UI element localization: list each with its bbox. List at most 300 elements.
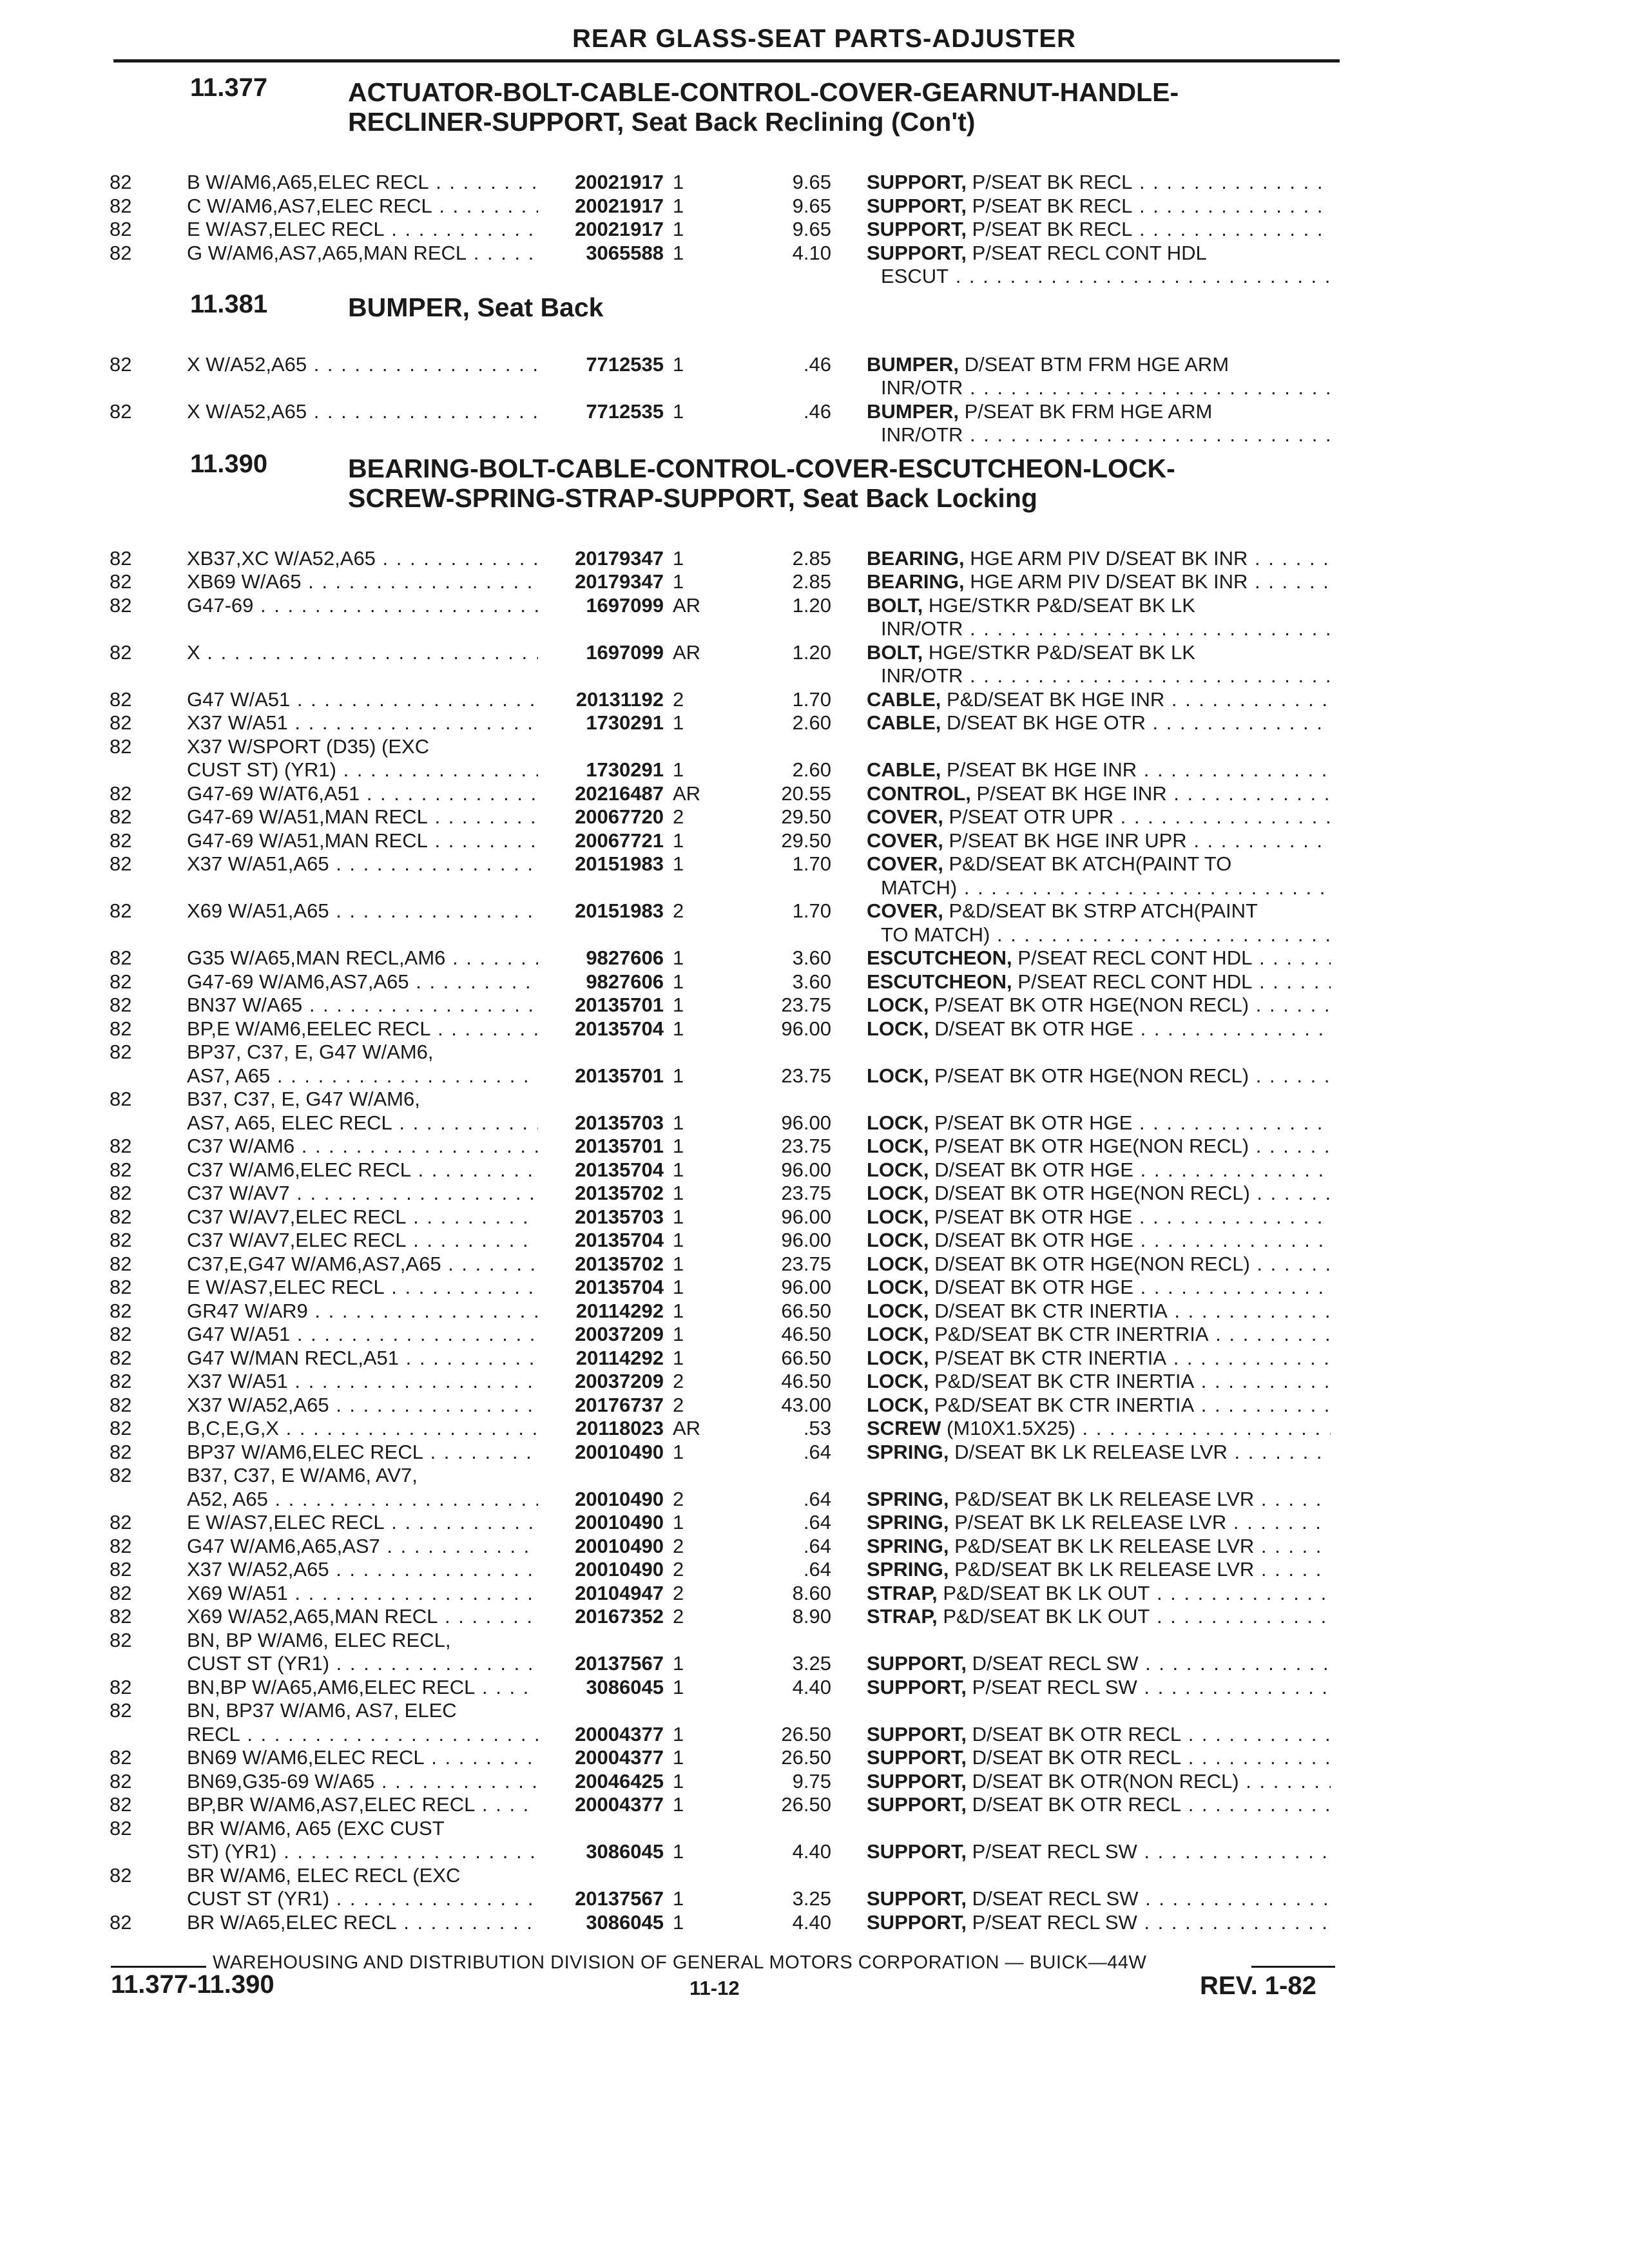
group-number: 82 bbox=[110, 1793, 132, 1816]
part-name-line bbox=[867, 547, 1331, 571]
group-number: 82 bbox=[110, 1440, 132, 1463]
section-title: RECLINER-SUPPORT, Seat Back Reclining (Con't) bbox=[348, 107, 976, 137]
list-price: .64 bbox=[803, 1534, 831, 1557]
part-name-keyword: SUPPORT, bbox=[867, 1722, 967, 1745]
part-name-keyword: SUPPORT, bbox=[867, 218, 967, 240]
list-price: 23.75 bbox=[781, 1135, 831, 1157]
part-row bbox=[0, 242, 1629, 289]
part-name-keyword: CABLE, bbox=[867, 711, 941, 734]
part-number: 9827606 bbox=[586, 970, 664, 993]
group-number: 82 bbox=[110, 1769, 132, 1792]
model-description bbox=[187, 970, 538, 994]
group-number: 82 bbox=[110, 546, 132, 570]
model-description bbox=[187, 242, 538, 265]
model-description-line: X37 W/A51,A65 . . . bbox=[187, 852, 538, 876]
group-number: 82 bbox=[110, 735, 132, 758]
part-name-line bbox=[867, 1911, 1331, 1935]
page-title: REAR GLASS-SEAT PARTS-ADJUSTER bbox=[572, 24, 1076, 53]
group-number: 82 bbox=[110, 1346, 132, 1369]
quantity: 1 bbox=[673, 829, 684, 852]
part-name-line: ESCUT . . . bbox=[867, 265, 1331, 289]
part-name-keyword: LOCK, bbox=[867, 1276, 929, 1298]
part-row bbox=[0, 1676, 1629, 1700]
quantity: 1 bbox=[673, 1910, 684, 1934]
part-name-keyword: SPRING, bbox=[867, 1511, 949, 1533]
part-name bbox=[867, 242, 1331, 289]
part-number: 1730291 bbox=[586, 758, 664, 781]
part-row bbox=[0, 735, 1629, 782]
part-name-detail: P/SEAT BK HGE INR bbox=[976, 782, 1167, 805]
quantity: 2 bbox=[673, 805, 684, 828]
model-description-line: BN69,G35-69 W/A65 . . . bbox=[187, 1770, 538, 1794]
part-name-keyword: LOCK, bbox=[867, 1299, 929, 1322]
part-number: 20010490 bbox=[575, 1511, 664, 1533]
model-description bbox=[187, 1605, 538, 1629]
quantity: 1 bbox=[673, 194, 684, 217]
part-name-detail: P/SEAT BK OTR HGE(NON RECL) bbox=[934, 1135, 1249, 1157]
model-description bbox=[187, 1323, 538, 1347]
list-price: 66.50 bbox=[781, 1299, 831, 1322]
list-price: 4.40 bbox=[792, 1675, 831, 1698]
group-number: 82 bbox=[110, 1464, 132, 1486]
part-name-keyword: BOLT, bbox=[867, 593, 923, 617]
group-number: 82 bbox=[110, 1088, 132, 1110]
group-number: 82 bbox=[110, 947, 132, 969]
part-row bbox=[0, 782, 1629, 806]
list-price: 1.20 bbox=[792, 640, 831, 664]
part-name-keyword: SUPPORT, bbox=[867, 1840, 967, 1863]
model-description-line: E W/AS7,ELEC RECL . . . bbox=[187, 1511, 538, 1535]
model-description bbox=[187, 852, 538, 876]
part-name-line bbox=[867, 829, 1331, 853]
model-description-line: BN, BP W/AM6, ELEC RECL, bbox=[187, 1628, 451, 1651]
part-number: 20046425 bbox=[575, 1769, 664, 1792]
group-number: 82 bbox=[110, 640, 132, 664]
part-name-line bbox=[867, 1840, 1331, 1864]
model-description bbox=[187, 195, 538, 218]
model-description-line: X37 W/A51 . . . bbox=[187, 1370, 538, 1394]
quantity: 1 bbox=[673, 1135, 684, 1157]
part-name-line: INR/OTR . . . bbox=[867, 376, 1331, 400]
model-description-line: ST) (YR1) . . . bbox=[187, 1840, 538, 1864]
part-name-line bbox=[867, 1746, 1331, 1770]
model-description-line: G47-69 W/AM6,AS7,A65 . . . bbox=[187, 970, 538, 994]
model-description-line: G47-69 W/A51,MAN RECL . . . bbox=[187, 829, 538, 853]
quantity: 2 bbox=[673, 1605, 684, 1628]
part-row bbox=[0, 1441, 1629, 1465]
quantity: AR bbox=[673, 1417, 701, 1439]
part-number: 20137567 bbox=[575, 1652, 664, 1675]
group-number: 82 bbox=[110, 1393, 132, 1416]
quantity: 1 bbox=[673, 1017, 684, 1040]
part-number: 7712535 bbox=[586, 352, 664, 376]
part-name-detail: P&D/SEAT BK ATCH(PAINT TO bbox=[949, 852, 1232, 875]
model-description bbox=[187, 1676, 538, 1700]
part-name-line: TO MATCH) . . . bbox=[867, 923, 1331, 947]
model-description bbox=[187, 1746, 538, 1770]
model-description bbox=[187, 899, 538, 923]
model-description bbox=[187, 1699, 538, 1746]
model-description-line: C37 W/AV7 . . . bbox=[187, 1182, 538, 1206]
part-name-line bbox=[867, 1652, 1331, 1676]
part-row bbox=[0, 570, 1629, 594]
quantity: 1 bbox=[673, 1440, 684, 1463]
part-number: 20118023 bbox=[575, 1417, 664, 1439]
section-header bbox=[0, 289, 1629, 353]
part-name bbox=[867, 899, 1331, 947]
model-description-line: G47-69 W/A51,MAN RECL . . . bbox=[187, 805, 538, 829]
part-name-detail: P/SEAT BK LK RELEASE LVR bbox=[954, 1511, 1227, 1533]
quantity: 1 bbox=[673, 1769, 684, 1792]
part-row bbox=[0, 829, 1629, 853]
part-name bbox=[867, 1182, 1331, 1206]
model-description-line: BN37 W/A65 . . . bbox=[187, 994, 538, 1017]
part-name-keyword: CABLE, bbox=[867, 758, 941, 781]
list-price: .46 bbox=[803, 352, 831, 376]
model-description bbox=[187, 1300, 538, 1323]
quantity: 1 bbox=[673, 352, 684, 376]
part-name-line bbox=[867, 1558, 1331, 1582]
part-name-detail: P/SEAT BK OTR HGE bbox=[934, 1111, 1133, 1134]
list-price: 1.20 bbox=[792, 593, 831, 617]
part-name-line bbox=[867, 1206, 1331, 1229]
part-number: 20114292 bbox=[575, 1346, 664, 1369]
part-name bbox=[867, 195, 1331, 218]
part-number: 1697099 bbox=[586, 593, 664, 617]
part-name-detail: D/SEAT BK OTR RECL bbox=[972, 1746, 1182, 1769]
quantity: 1 bbox=[673, 1252, 684, 1275]
part-name bbox=[867, 1064, 1331, 1088]
part-name-line bbox=[867, 1488, 1331, 1512]
model-description-line: C37 W/AV7,ELEC RECL . . . bbox=[187, 1206, 538, 1229]
list-price: 8.90 bbox=[792, 1605, 831, 1628]
part-number: 20021917 bbox=[575, 194, 664, 217]
part-name-keyword: STRAP, bbox=[867, 1581, 938, 1604]
list-price: 66.50 bbox=[781, 1346, 831, 1369]
model-description-line: X37 W/A52,A65 . . . bbox=[187, 1394, 538, 1418]
part-row bbox=[0, 400, 1629, 447]
part-number: 20067720 bbox=[575, 805, 664, 828]
part-name-detail: P/SEAT OTR UPR bbox=[949, 805, 1113, 828]
part-row bbox=[0, 1158, 1629, 1182]
part-number: 3086045 bbox=[586, 1910, 664, 1934]
sections-container bbox=[0, 71, 1629, 1934]
part-number: 20010490 bbox=[575, 1440, 664, 1463]
quantity: 2 bbox=[673, 1487, 684, 1510]
part-name-keyword: BEARING, bbox=[867, 570, 965, 593]
group-number: 82 bbox=[110, 1699, 132, 1722]
model-description bbox=[187, 1158, 538, 1182]
quantity: 1 bbox=[673, 399, 684, 423]
part-row bbox=[0, 1229, 1629, 1253]
part-name bbox=[867, 1253, 1331, 1276]
group-number: 82 bbox=[110, 352, 132, 376]
part-name-keyword: LOCK, bbox=[867, 1252, 929, 1275]
quantity: AR bbox=[673, 640, 701, 664]
quantity: 1 bbox=[673, 1675, 684, 1698]
list-price: 96.00 bbox=[781, 1111, 831, 1134]
model-description-line: G35 W/A65,MAN RECL,AM6 . . . bbox=[187, 947, 538, 970]
part-number: 7712535 bbox=[586, 399, 664, 423]
model-description bbox=[187, 1276, 538, 1300]
section-title: SCREW-SPRING-STRAP-SUPPORT, Seat Back Locking bbox=[348, 483, 1037, 513]
part-name-line: INR/OTR . . . bbox=[867, 664, 1331, 688]
part-name bbox=[867, 1605, 1331, 1629]
part-name-keyword: SCREW bbox=[867, 1417, 941, 1439]
model-description bbox=[187, 782, 538, 806]
quantity: 1 bbox=[673, 1652, 684, 1675]
part-name bbox=[867, 852, 1331, 899]
model-description-line: BP,BR W/AM6,AS7,ELEC RECL . . . bbox=[187, 1793, 538, 1817]
part-name-keyword: SUPPORT, bbox=[867, 171, 967, 193]
part-name-keyword: COVER, bbox=[867, 852, 943, 875]
part-name-line bbox=[867, 1111, 1331, 1135]
part-name-line bbox=[867, 782, 1331, 806]
part-name-keyword: LOCK, bbox=[867, 1229, 929, 1251]
part-name-keyword: BUMPER, bbox=[867, 352, 959, 376]
part-name-line bbox=[867, 1605, 1331, 1629]
model-description-line: BP37 W/AM6,ELEC RECL . . . bbox=[187, 1441, 538, 1465]
list-price: 23.75 bbox=[781, 1182, 831, 1204]
part-name-detail: D/SEAT BK LK RELEASE LVR bbox=[954, 1440, 1228, 1463]
part-row bbox=[0, 1088, 1629, 1135]
model-description bbox=[187, 1582, 538, 1606]
part-row bbox=[0, 547, 1629, 571]
part-row bbox=[0, 1535, 1629, 1559]
part-row bbox=[0, 1370, 1629, 1394]
group-number: 82 bbox=[110, 994, 132, 1016]
part-name bbox=[867, 400, 1331, 447]
list-price: 46.50 bbox=[781, 1323, 831, 1345]
group-number: 82 bbox=[110, 1605, 132, 1628]
part-name-detail: D/SEAT BK OTR HGE(NON RECL) bbox=[934, 1182, 1250, 1204]
group-number: 82 bbox=[110, 1158, 132, 1181]
group-number: 82 bbox=[110, 782, 132, 805]
part-name bbox=[867, 1300, 1331, 1323]
model-description-line: AS7, A65, ELEC RECL . . . bbox=[187, 1111, 538, 1135]
model-description bbox=[187, 1347, 538, 1370]
part-row bbox=[0, 1135, 1629, 1158]
group-number: 82 bbox=[110, 1816, 132, 1840]
list-price: 96.00 bbox=[781, 1276, 831, 1298]
model-description bbox=[187, 1864, 538, 1911]
model-description-line: G47 W/A51 . . . bbox=[187, 1323, 538, 1347]
part-row bbox=[0, 1253, 1629, 1276]
part-number: 3086045 bbox=[586, 1840, 664, 1863]
part-name-detail: P/SEAT BK FRM HGE ARM bbox=[964, 399, 1213, 423]
group-number: 82 bbox=[110, 899, 132, 922]
part-name bbox=[867, 1417, 1331, 1441]
part-row bbox=[0, 1817, 1629, 1864]
part-name-line bbox=[867, 947, 1331, 970]
model-description bbox=[187, 353, 538, 377]
model-description bbox=[187, 1088, 538, 1135]
part-name bbox=[867, 1723, 1331, 1747]
quantity: 2 bbox=[673, 1581, 684, 1604]
part-number: 20135701 bbox=[575, 1064, 664, 1087]
list-price: 1.70 bbox=[792, 852, 831, 875]
part-name-keyword: LOCK, bbox=[867, 1346, 929, 1369]
part-name-keyword: COVER, bbox=[867, 805, 943, 828]
part-name bbox=[867, 1394, 1331, 1418]
model-description bbox=[187, 1441, 538, 1465]
group-number: 82 bbox=[110, 570, 132, 593]
part-name bbox=[867, 1770, 1331, 1794]
part-name-detail: P&D/SEAT BK LK RELEASE LVR bbox=[954, 1558, 1255, 1581]
part-number: 20135702 bbox=[575, 1182, 664, 1204]
part-name-keyword: SUPPORT, bbox=[867, 1887, 967, 1910]
part-name-detail: P/SEAT BK CTR INERTIA bbox=[934, 1346, 1167, 1369]
title-rule bbox=[113, 59, 1340, 62]
part-row bbox=[0, 1041, 1629, 1088]
model-description-line: C37 W/AM6 . . . bbox=[187, 1135, 538, 1158]
part-name-line bbox=[867, 1253, 1331, 1276]
model-description bbox=[187, 641, 538, 665]
part-name-line bbox=[867, 1370, 1331, 1394]
part-number: 20114292 bbox=[575, 1299, 664, 1322]
part-name bbox=[867, 1887, 1331, 1911]
model-description-line: G47-69 W/AT6,A51 . . . bbox=[187, 782, 538, 806]
part-name-keyword: SPRING, bbox=[867, 1534, 949, 1557]
part-name-detail: P&D/SEAT BK CTR INERTIA bbox=[934, 1370, 1195, 1392]
part-row bbox=[0, 218, 1629, 242]
model-description-line: X37 W/SPORT (D35) (EXC bbox=[187, 735, 430, 758]
footer-revision: REV. 1-82 bbox=[1200, 1972, 1316, 2000]
quantity: 2 bbox=[673, 1393, 684, 1416]
part-name bbox=[867, 1229, 1331, 1253]
model-description bbox=[187, 1370, 538, 1394]
part-name-keyword: LOCK, bbox=[867, 1393, 929, 1416]
model-description bbox=[187, 218, 538, 242]
section-title: ACTUATOR-BOLT-CABLE-CONTROL-COVER-GEARNUT-HANDLE- bbox=[348, 77, 1179, 107]
model-description bbox=[187, 947, 538, 970]
part-row bbox=[0, 1746, 1629, 1770]
model-description-line: C37 W/AM6,ELEC RECL . . . bbox=[187, 1158, 538, 1182]
quantity: 1 bbox=[673, 994, 684, 1016]
model-description bbox=[187, 1770, 538, 1794]
footer-section-range: 11.377-11.390 bbox=[111, 1970, 275, 1999]
part-name-line bbox=[867, 805, 1331, 829]
quantity: 1 bbox=[673, 1111, 684, 1134]
list-price: 8.60 bbox=[792, 1581, 831, 1604]
model-description-line: BP,E W/AM6,EELEC RECL . . . bbox=[187, 1017, 538, 1041]
part-name-detail: P&D/SEAT BK LK RELEASE LVR bbox=[954, 1487, 1255, 1510]
list-price: 26.50 bbox=[781, 1793, 831, 1816]
list-price: 96.00 bbox=[781, 1205, 831, 1228]
list-price: 29.50 bbox=[781, 829, 831, 852]
part-name-keyword: LOCK, bbox=[867, 1370, 929, 1392]
list-price: 9.65 bbox=[792, 171, 831, 193]
part-number: 20137567 bbox=[575, 1887, 664, 1910]
list-price: .53 bbox=[803, 1417, 831, 1439]
part-name-keyword: SPRING, bbox=[867, 1487, 949, 1510]
part-row bbox=[0, 1206, 1629, 1229]
part-number: 1730291 bbox=[586, 711, 664, 734]
part-name-detail: P/SEAT BK OTR HGE bbox=[934, 1205, 1133, 1228]
list-price: .64 bbox=[803, 1487, 831, 1510]
section-header bbox=[0, 71, 1629, 171]
part-name-keyword: LOCK, bbox=[867, 1323, 929, 1345]
section-number: 11.381 bbox=[190, 289, 268, 318]
part-name-detail: P&D/SEAT BK CTR INERTRIA bbox=[934, 1323, 1209, 1345]
quantity: 1 bbox=[673, 546, 684, 570]
model-description bbox=[187, 1464, 538, 1511]
part-name-detail: HGE/STKR P&D/SEAT BK LK bbox=[928, 593, 1195, 617]
part-name-keyword: COVER, bbox=[867, 899, 943, 922]
part-row bbox=[0, 195, 1629, 218]
part-name-detail: P&D/SEAT BK HGE INR bbox=[947, 687, 1165, 711]
part-name-line bbox=[867, 1887, 1331, 1911]
part-name-keyword: SUPPORT, bbox=[867, 1769, 967, 1792]
list-price: 4.10 bbox=[792, 241, 831, 264]
part-name bbox=[867, 1511, 1331, 1535]
part-number: 20104947 bbox=[575, 1581, 664, 1604]
part-name-line bbox=[867, 1300, 1331, 1323]
list-price: .64 bbox=[803, 1511, 831, 1533]
quantity: AR bbox=[673, 593, 701, 617]
part-number: 20037209 bbox=[575, 1323, 664, 1345]
model-description-line: X37 W/A51 . . . bbox=[187, 711, 538, 735]
part-name bbox=[867, 1840, 1331, 1864]
part-name-line: INR/OTR . . . bbox=[867, 617, 1331, 641]
part-row bbox=[0, 1511, 1629, 1535]
list-price: 9.65 bbox=[792, 194, 831, 217]
part-row bbox=[0, 805, 1629, 829]
model-description bbox=[187, 1535, 538, 1559]
part-name bbox=[867, 1558, 1331, 1582]
part-name-line bbox=[867, 1135, 1331, 1158]
list-price: 1.70 bbox=[792, 687, 831, 711]
part-name-detail: D/SEAT BK OTR HGE bbox=[934, 1017, 1133, 1040]
list-price: 3.25 bbox=[792, 1887, 831, 1910]
part-name bbox=[867, 570, 1331, 594]
group-number: 82 bbox=[110, 1910, 132, 1934]
group-number: 82 bbox=[110, 1581, 132, 1604]
part-name bbox=[867, 1323, 1331, 1347]
quantity: 1 bbox=[673, 852, 684, 875]
part-name-line bbox=[867, 711, 1331, 735]
model-description bbox=[187, 1017, 538, 1041]
part-name-line bbox=[867, 1394, 1331, 1418]
part-row bbox=[0, 1394, 1629, 1418]
part-name-keyword: LOCK, bbox=[867, 1158, 929, 1181]
part-row bbox=[0, 1017, 1629, 1041]
part-name-detail: HGE/STKR P&D/SEAT BK LK bbox=[928, 640, 1195, 664]
part-name-line bbox=[867, 1793, 1331, 1817]
part-name-line bbox=[867, 171, 1331, 195]
model-description bbox=[187, 400, 538, 424]
quantity: 2 bbox=[673, 687, 684, 711]
group-number: 82 bbox=[110, 1675, 132, 1698]
part-number: 20131192 bbox=[575, 687, 664, 711]
part-number: 3086045 bbox=[586, 1675, 664, 1698]
part-number: 20010490 bbox=[575, 1534, 664, 1557]
list-price: 96.00 bbox=[781, 1158, 831, 1181]
section-title: BEARING-BOLT-CABLE-CONTROL-COVER-ESCUTCHEON-LOCK- bbox=[348, 453, 1175, 483]
model-description bbox=[187, 1793, 538, 1817]
part-row bbox=[0, 1300, 1629, 1323]
part-name-keyword: SUPPORT, bbox=[867, 1675, 967, 1698]
part-name-line bbox=[867, 400, 1331, 424]
group-number: 82 bbox=[110, 1511, 132, 1533]
list-price: 46.50 bbox=[781, 1370, 831, 1392]
part-name-keyword: SUPPORT, bbox=[867, 194, 967, 217]
part-number: 20010490 bbox=[575, 1487, 664, 1510]
quantity: 1 bbox=[673, 241, 684, 264]
part-name-keyword: SPRING, bbox=[867, 1440, 949, 1463]
group-number: 82 bbox=[110, 1017, 132, 1040]
part-row bbox=[0, 711, 1629, 735]
